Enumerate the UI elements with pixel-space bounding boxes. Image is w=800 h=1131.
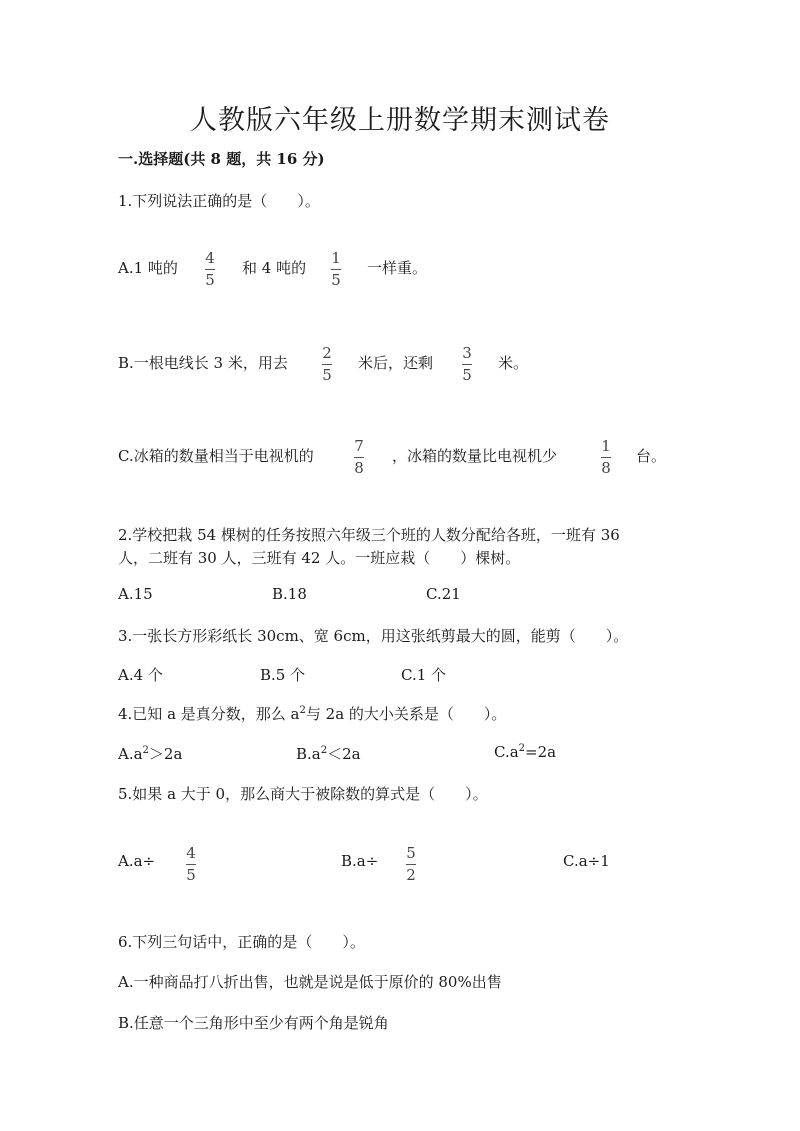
question-1-option-c-text-2: ，冰箱的数量比电视机少 [392,447,558,465]
fraction-denominator: 5 [186,866,196,884]
fraction-numerator: 2 [322,344,332,362]
question-2-option-b: B.18 [272,585,307,603]
question-4-stem-text-1: 4.已知 a 是真分数，那么 a [118,705,300,723]
option-text-2: =2a [525,743,557,761]
question-1-option-a-text-1: A.1 吨的 [118,259,178,277]
question-6-option-a: A.一种商品打八折出售，也就是说是低于原价的 80%出售 [118,973,502,991]
question-1-option-a-fraction-1 [205,251,215,288]
section-heading: 一.选择题(共 8 题，共 16 分) [118,150,325,168]
question-1-option-b-text-3: 米。 [498,354,529,372]
question-5-option-a-text: A.a÷ [118,852,156,870]
question-3-stem: 3.一张长方形彩纸长 30cm、宽 6cm，用这张纸剪最大的圆，能剪（ ）。 [118,627,629,645]
question-6-stem: 6.下列三句话中，正确的是（ ）。 [118,933,365,951]
fraction-denominator: 5 [205,271,215,289]
question-4-option-b [296,743,361,764]
question-3-option-c: C.1 个 [401,666,447,684]
fraction-denominator: 5 [462,366,472,384]
question-1-option-c-fraction-2 [601,439,611,476]
question-6-option-b: B.任意一个三角形中至少有两个角是锐角 [118,1014,389,1032]
question-1-option-b-text-1: B.一根电线长 3 米，用去 [118,354,288,372]
question-5-stem: 5.如果 a 大于 0，那么商大于被除数的算式是（ ）。 [118,785,488,803]
option-text-1: A.a [118,745,143,763]
question-1-option-c-text-1: C.冰箱的数量相当于电视机的 [118,447,314,465]
fraction-denominator: 5 [322,366,332,384]
question-1-stem: 1.下列说法正确的是（ ）。 [118,192,320,210]
superscript: 2 [299,705,306,716]
question-5-option-b-text: B.a÷ [341,852,379,870]
page-title: 人教版六年级上册数学期末测试卷 [190,105,610,136]
fraction-denominator: 5 [331,271,341,289]
option-text-1: B.a [296,745,321,763]
fraction-numerator: 4 [205,249,215,267]
fraction-numerator: 7 [354,437,364,455]
superscript: 2 [320,745,328,756]
superscript: 2 [142,745,149,756]
fraction-numerator: 1 [331,249,341,267]
question-2-stem-line-1: 2.学校把栽 54 棵树的任务按照六年级三个班的人数分配给各班，一班有 36 [118,526,620,544]
question-1-option-b-text-2: 米后，还剩 [358,354,434,372]
question-4-stem-text-2: 与 2a 的大小关系是（ ）。 [305,705,507,723]
option-text-2: ＜2a [327,745,361,763]
question-5-option-b-fraction [406,846,416,883]
fraction-numerator: 3 [462,344,472,362]
fraction-numerator: 5 [406,844,416,862]
question-2-option-c: C.21 [426,585,461,603]
question-1-option-a-text-2: 和 4 吨的 [242,259,307,277]
question-1-option-c-text-3: 台。 [636,447,667,465]
question-1-option-b-fraction-1 [322,346,332,383]
question-4-option-c [494,743,556,761]
fraction-denominator: 8 [601,459,611,477]
superscript: 2 [518,743,526,754]
question-5-option-a-fraction [186,846,196,883]
option-text-1: C.a [494,743,519,761]
question-2-stem-line-2: 人，二班有 30 人，三班有 42 人。一班应栽（ ）棵树。 [118,549,521,567]
question-2-option-a: A.15 [118,585,153,603]
question-3-option-b: B.5 个 [260,666,306,684]
question-1-option-a-text-3: 一样重。 [367,259,428,277]
question-1-option-a-fraction-2 [331,251,341,288]
question-4-stem [118,703,506,724]
fraction-denominator: 2 [406,866,416,884]
option-text-2: ＞2a [148,745,183,763]
question-4-option-a [118,743,182,764]
fraction-numerator: 1 [601,437,611,455]
question-1-option-b-fraction-2 [462,346,472,383]
question-3-option-a: A.4 个 [118,666,163,684]
fraction-denominator: 8 [354,459,364,477]
question-1-option-c-fraction-1 [354,439,364,476]
question-5-option-c: C.a÷1 [563,852,610,870]
fraction-numerator: 4 [186,844,196,862]
